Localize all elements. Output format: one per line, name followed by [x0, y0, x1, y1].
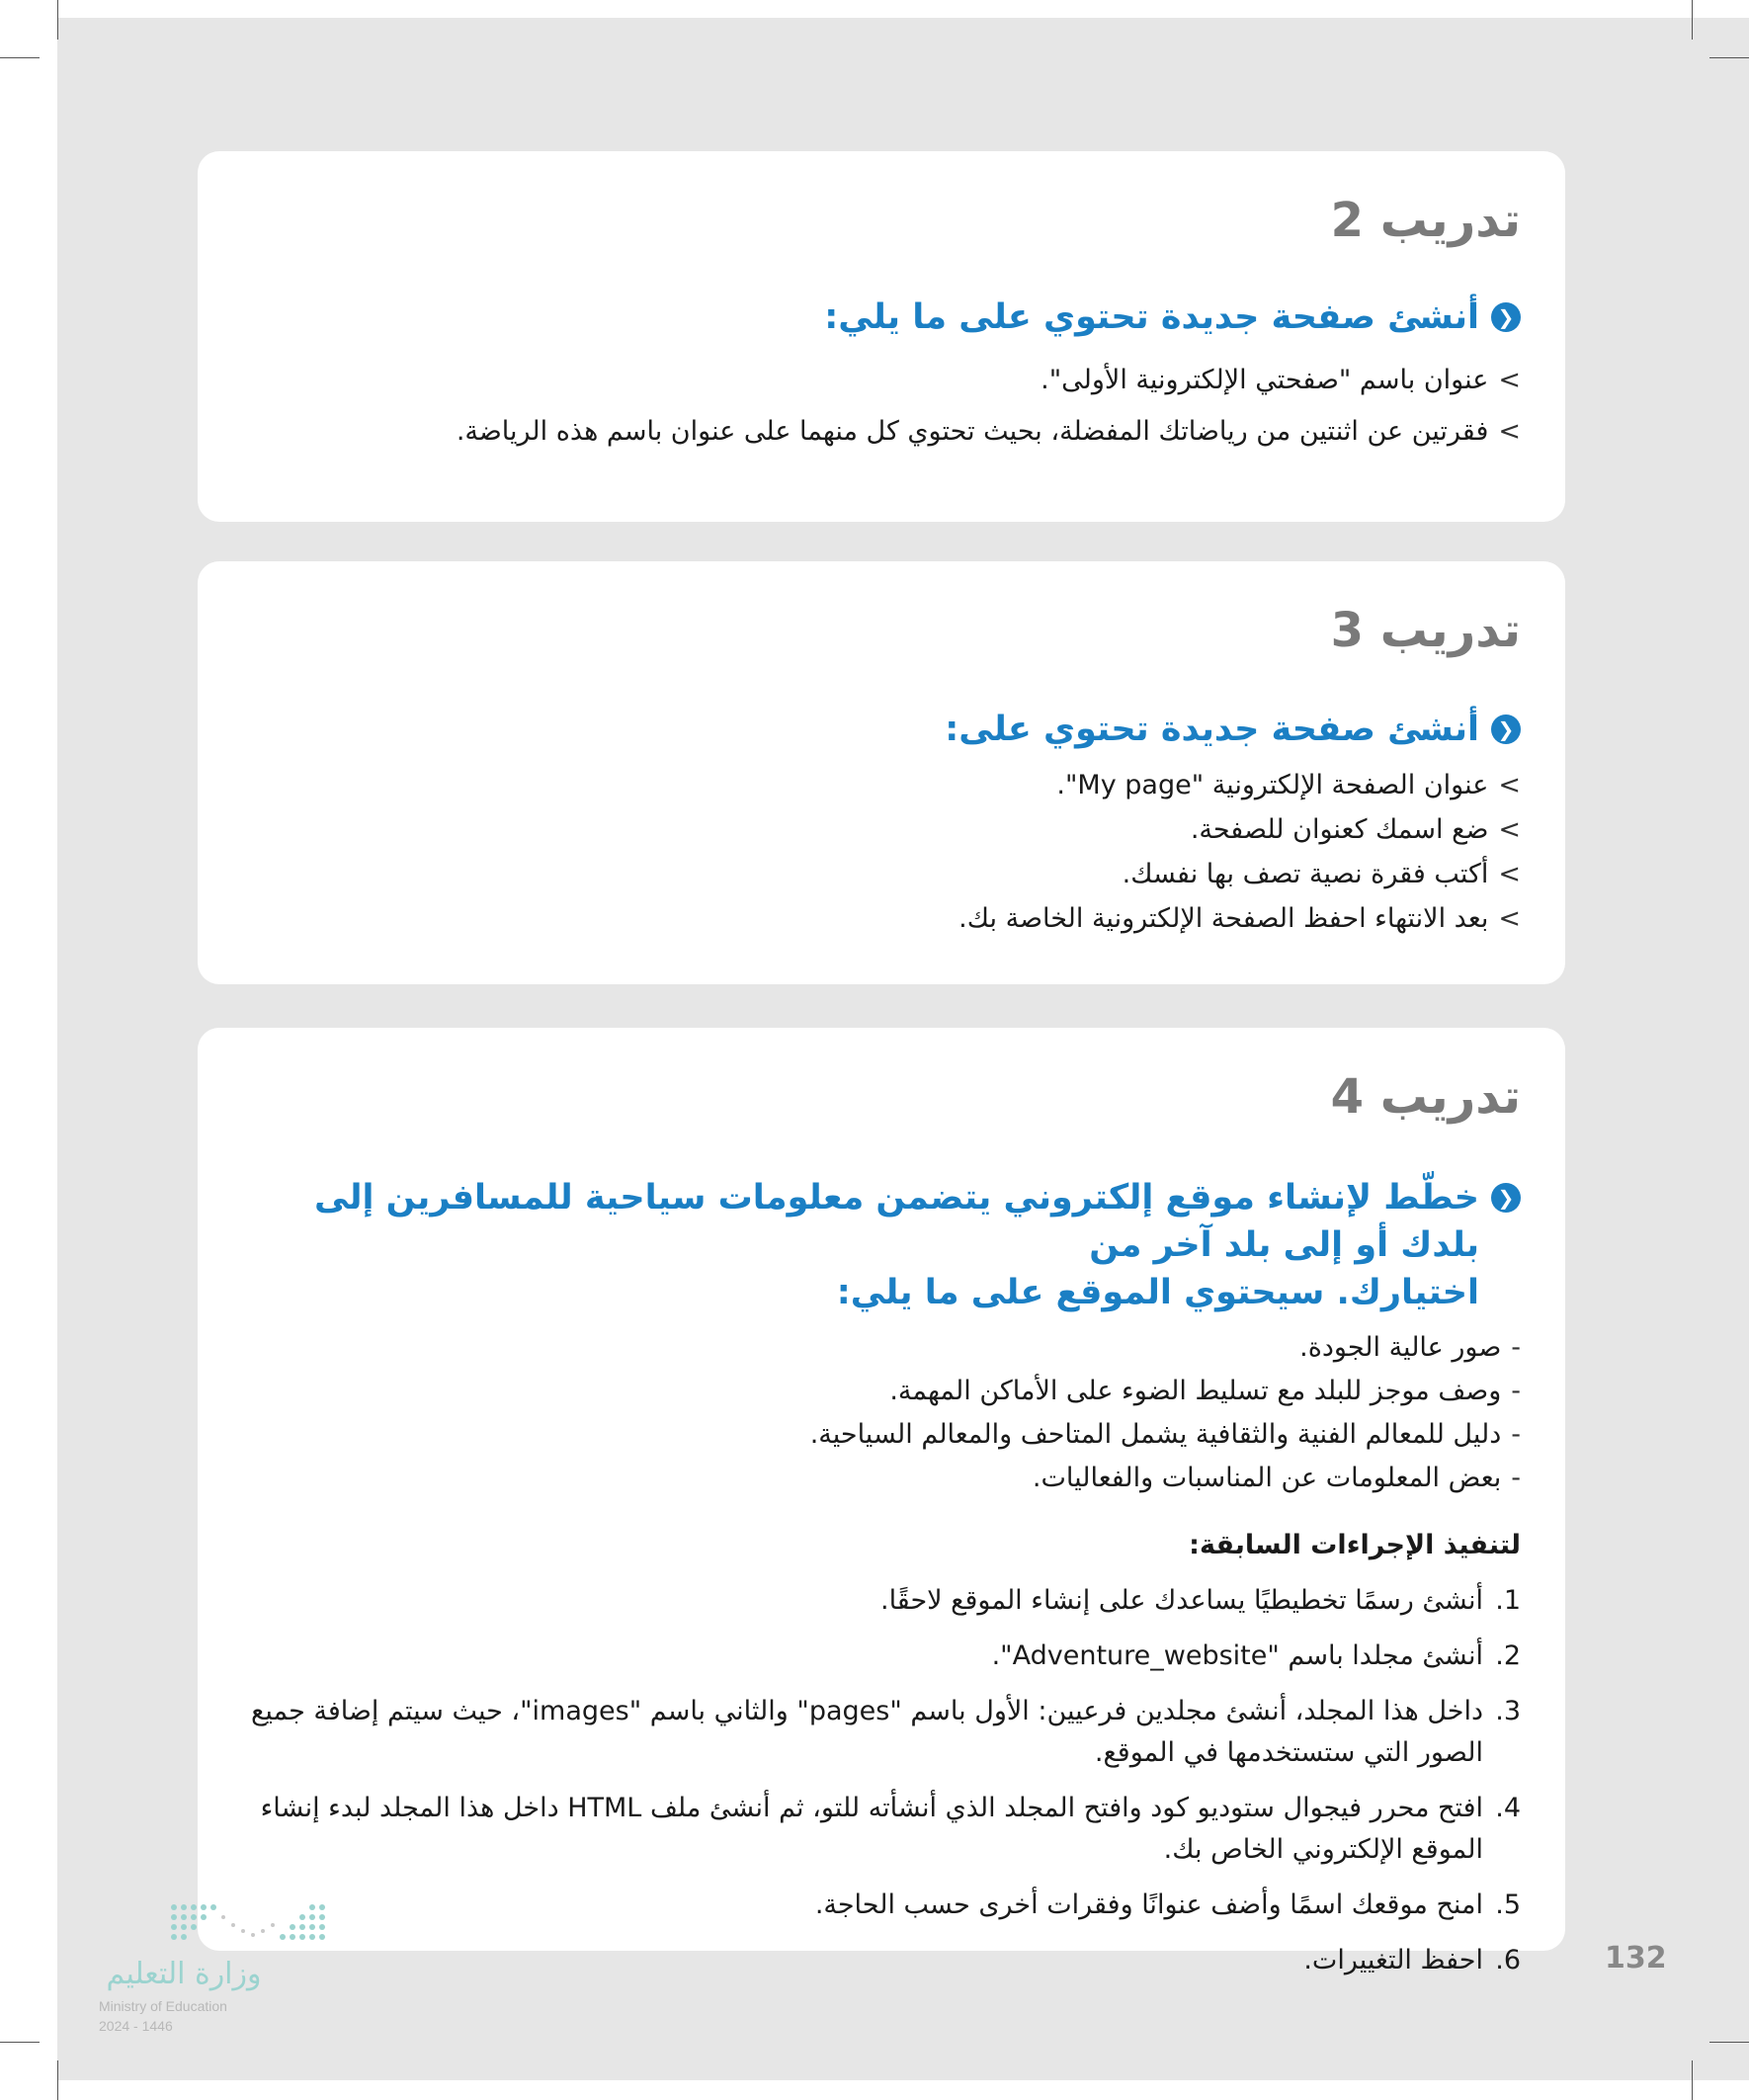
page-number: 132: [1605, 1941, 1667, 1975]
list-item: > بعد الانتهاء احفظ الصفحة الإلكترونية الخاصة بك.: [958, 903, 1521, 934]
ministry-logo: [95, 1895, 332, 2034]
crop-mark: [57, 0, 58, 40]
crop-mark: [1692, 2060, 1693, 2100]
training-4-list: [242, 1326, 1521, 1500]
steps-list: [242, 1580, 1521, 1981]
crop-mark: [1709, 2042, 1749, 2043]
training-4-title: تدريب 4: [1330, 1069, 1521, 1125]
training-2-list: [242, 355, 1521, 458]
list-item: > عنوان الصفحة الإلكترونية "My page".: [1056, 770, 1521, 800]
crop-mark: [0, 57, 40, 58]
step-item: 2. أنشئ مجلدا باسم "Adventure_website".: [991, 1640, 1521, 1671]
steps-heading: لتنفيذ الإجراءات السابقة:: [1189, 1530, 1521, 1560]
list-item: > عنوان باسم "صفحتي الإلكترونية الأولى".: [1041, 365, 1521, 395]
training-3-lead: [242, 706, 1521, 753]
step-item: 6. احفظ التغييرات.: [1303, 1945, 1521, 1975]
crop-mark: [57, 2060, 58, 2100]
list-item: - صور عالية الجودة.: [1299, 1332, 1521, 1363]
list-item: - وصف موجز للبلد مع تسليط الضوء على الأماكن المهمة.: [889, 1376, 1521, 1406]
chevron-left-circle-icon: ❮: [1491, 1183, 1521, 1213]
training-3-lead-text: أنشئ صفحة جديدة تحتوي على:: [945, 710, 1479, 749]
training-3-card: [198, 561, 1565, 984]
list-item: - بعض المعلومات عن المناسبات والفعاليات.: [1032, 1463, 1521, 1493]
training-3-list: [242, 763, 1521, 941]
list-item: > ضع اسمك كعنوان للصفحة.: [1190, 814, 1521, 845]
crop-mark: [1709, 57, 1749, 58]
crop-mark: [1692, 0, 1693, 40]
logo-arabic-text: وزارة التعليم: [106, 1957, 262, 1991]
crop-mark: [0, 2042, 40, 2043]
training-2-title: تدريب 2: [1330, 193, 1521, 248]
training-4-lead: [242, 1174, 1521, 1316]
training-2-card: [198, 151, 1565, 522]
training-4-card: [198, 1028, 1565, 1975]
list-item: - دليل للمعالم الفنية والثقافية يشمل المتاحف والمعالم السياحية.: [809, 1419, 1521, 1450]
logo-dots-icon: [164, 1895, 401, 1955]
training-3-title: تدريب 3: [1330, 603, 1521, 658]
chevron-left-circle-icon: ❮: [1491, 714, 1521, 744]
list-item: > فقرتين عن اثنتين من رياضاتك المفضلة، بحيث تحتوي كل منهما على عنوان باسم هذه الرياضة.: [456, 416, 1521, 447]
training-2-lead-text: أنشئ صفحة جديدة تحتوي على ما يلي:: [824, 297, 1479, 337]
chevron-left-circle-icon: ❮: [1491, 302, 1521, 332]
list-item: > أكتب فقرة نصية تصف بها نفسك.: [1122, 859, 1521, 889]
logo-english-text: Ministry of Education: [99, 1998, 227, 2014]
logo-year-text: 2024 - 1446: [99, 2018, 173, 2034]
training-2-lead: [242, 294, 1521, 341]
training-4-lead-text: خطّط لإنشاء موقع إلكتروني يتضمن معلومات سياحية للمسافرين إلى بلدك أو إلى بلد آخر من اختيارك. سيحتوي الموقع على ما يلي:: [313, 1178, 1479, 1312]
step-item: 5. امنح موقعك اسمًا وأضف عنوانًا وفقرات أخرى حسب الحاجة.: [814, 1890, 1521, 1920]
step-item: 4. افتح محرر فيجوال ستوديو كود وافتح المجلد الذي أنشأته للتو، ثم أنشئ ملف HTML داخل هذا المجلد لبدء إنشاء الموقع الإلكتروني الخاص بك.: [260, 1793, 1521, 1865]
step-item: 1. أنشئ رسمًا تخطيطيًا يساعدك على إنشاء الموقع لاحقًا.: [879, 1585, 1521, 1616]
step-item: 3. داخل هذا المجلد، أنشئ مجلدين فرعيين: الأول باسم "pages" والثاني باسم "images"، حيث سيتم إضافة جميع الصور التي ستستخدمها في الموقع.: [250, 1696, 1521, 1768]
